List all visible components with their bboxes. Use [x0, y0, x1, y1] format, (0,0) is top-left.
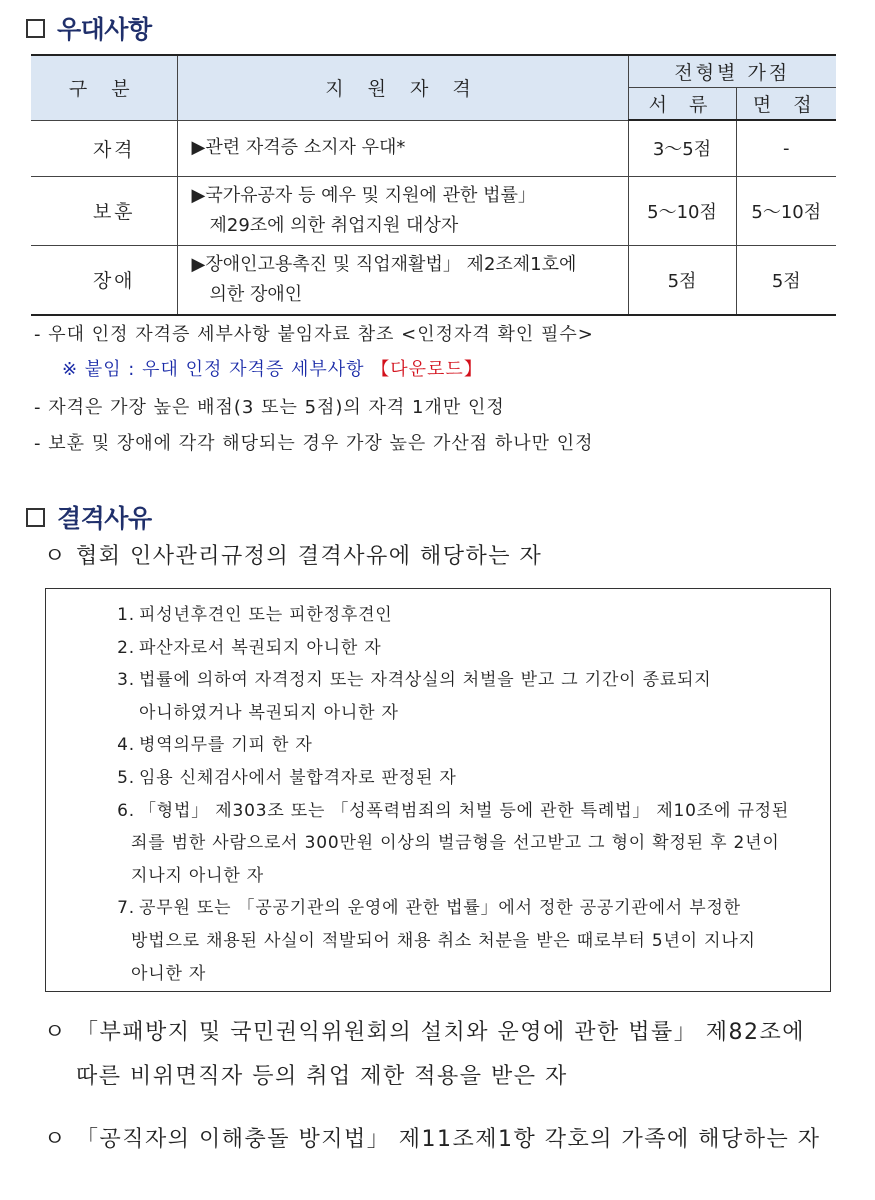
checkbox-square-icon	[26, 19, 45, 38]
row-category: 장 애	[31, 245, 177, 315]
disqualification-heading	[26, 499, 152, 535]
bullet-marker: ㅇ	[44, 1020, 67, 1045]
list-item-continuation: 지나지 아니한 자	[131, 865, 264, 886]
list-item-continuation: 아니하였거나 복권되지 아니한 자	[139, 702, 399, 723]
table-row	[31, 176, 836, 245]
disqualification-list-box	[45, 588, 831, 992]
bullet-anticorruption-law: ㅇ 「부패방지 및 국민권익위원회의 설치와 운영에 관한 법률」 제82조에	[44, 1015, 805, 1046]
header-bonus: 전형별 가점	[628, 55, 836, 87]
list-item: 4. 병역의무를 기피 한 자	[117, 735, 313, 756]
header-qualification: 지 원 자 격	[177, 55, 628, 120]
list-item: 3. 법률에 의하여 자격정지 또는 자격상실의 처벌을 받고 그 기간이 종료되지	[117, 670, 712, 691]
note-attachment	[62, 355, 483, 381]
list-item: 2. 파산자로서 복권되지 아니한 자	[117, 637, 382, 658]
header-doc: 서 류	[628, 87, 736, 120]
disqualification-heading-text: 결격사유	[57, 504, 152, 533]
note-certificate-reference: - 우대 인정 자격증 세부사항 붙임자료 참조 <인정자격 확인 필수>	[34, 324, 594, 345]
list-item-continuation: 죄를 범한 사람으로서 300만원 이상의 벌금형을 선고받고 그 형이 확정된 후 2년이	[131, 833, 780, 854]
table-row	[31, 245, 836, 315]
bullet-marker: ㅇ	[44, 544, 67, 569]
preferences-table	[31, 54, 836, 316]
list-item-continuation: 방법으로 채용된 사실이 적발되어 채용 취소 처분을 받은 때로부터 5년이 지나지	[131, 930, 756, 951]
bullet-marker: ㅇ	[44, 1127, 67, 1152]
note-highest-bonus: - 보훈 및 장애에 각각 해당되는 경우 가장 높은 가산점 하나만 인정	[34, 433, 594, 454]
row-qualification: ▶관련 자격증 소지자 우대*	[177, 120, 628, 176]
disqualification-list	[46, 589, 830, 990]
row-interview-score: -	[736, 120, 836, 176]
list-item-continuation: 아니한 자	[131, 963, 207, 984]
row-qualification: ▶국가유공자 등 예우 및 지원에 관한 법률」 제29조에 의한 취업지원 대상자	[177, 176, 628, 245]
attachment-label: ※ 붙임 : 우대 인정 자격증 세부사항	[62, 359, 365, 380]
row-category: 보 훈	[31, 176, 177, 245]
checkbox-square-icon	[26, 508, 45, 527]
row-interview-score: 5점	[736, 245, 836, 315]
bullet-anticorruption-law-continuation: 따른 비위면직자 등의 취업 제한 적용을 받은 자	[76, 1064, 568, 1089]
bullet-hr-rules: ㅇ 협회 인사관리규정의 결격사유에 해당하는 자	[44, 539, 542, 570]
list-item: 6. 「형법」 제303조 또는 「성폭력범죄의 처벌 등에 관한 특례법」 제10조에 규정된	[117, 800, 790, 821]
row-doc-score: 3～5점	[628, 120, 736, 176]
row-doc-score: 5～10점	[628, 176, 736, 245]
list-item: 5. 임용 신체검사에서 불합격자로 판정된 자	[117, 767, 457, 788]
header-category: 구 분	[31, 55, 177, 120]
download-link[interactable]: 【다운로드】	[371, 359, 483, 380]
note-one-cert-only: - 자격은 가장 높은 배점(3 또는 5점)의 자격 1개만 인정	[34, 397, 505, 418]
header-interview: 면 접	[736, 87, 836, 120]
list-item: 7. 공무원 또는 「공공기관의 운영에 관한 법률」에서 정한 공공기관에서 부정한	[117, 898, 741, 919]
preferences-heading	[26, 10, 152, 46]
list-item: 1. 피성년후견인 또는 피한정후견인	[117, 605, 393, 625]
row-qualification: ▶장애인고용촉진 및 직업재활법」 제2조제1호에 의한 장애인	[177, 245, 628, 315]
bullet-conflict-of-interest-law: ㅇ 「공직자의 이해충돌 방지법」 제11조제1항 각호의 가족에 해당하는 자	[44, 1122, 821, 1153]
row-doc-score: 5점	[628, 245, 736, 315]
row-category: 자 격	[31, 120, 177, 176]
row-interview-score: 5～10점	[736, 176, 836, 245]
table-row	[31, 120, 836, 176]
preferences-heading-text: 우대사항	[57, 15, 152, 44]
